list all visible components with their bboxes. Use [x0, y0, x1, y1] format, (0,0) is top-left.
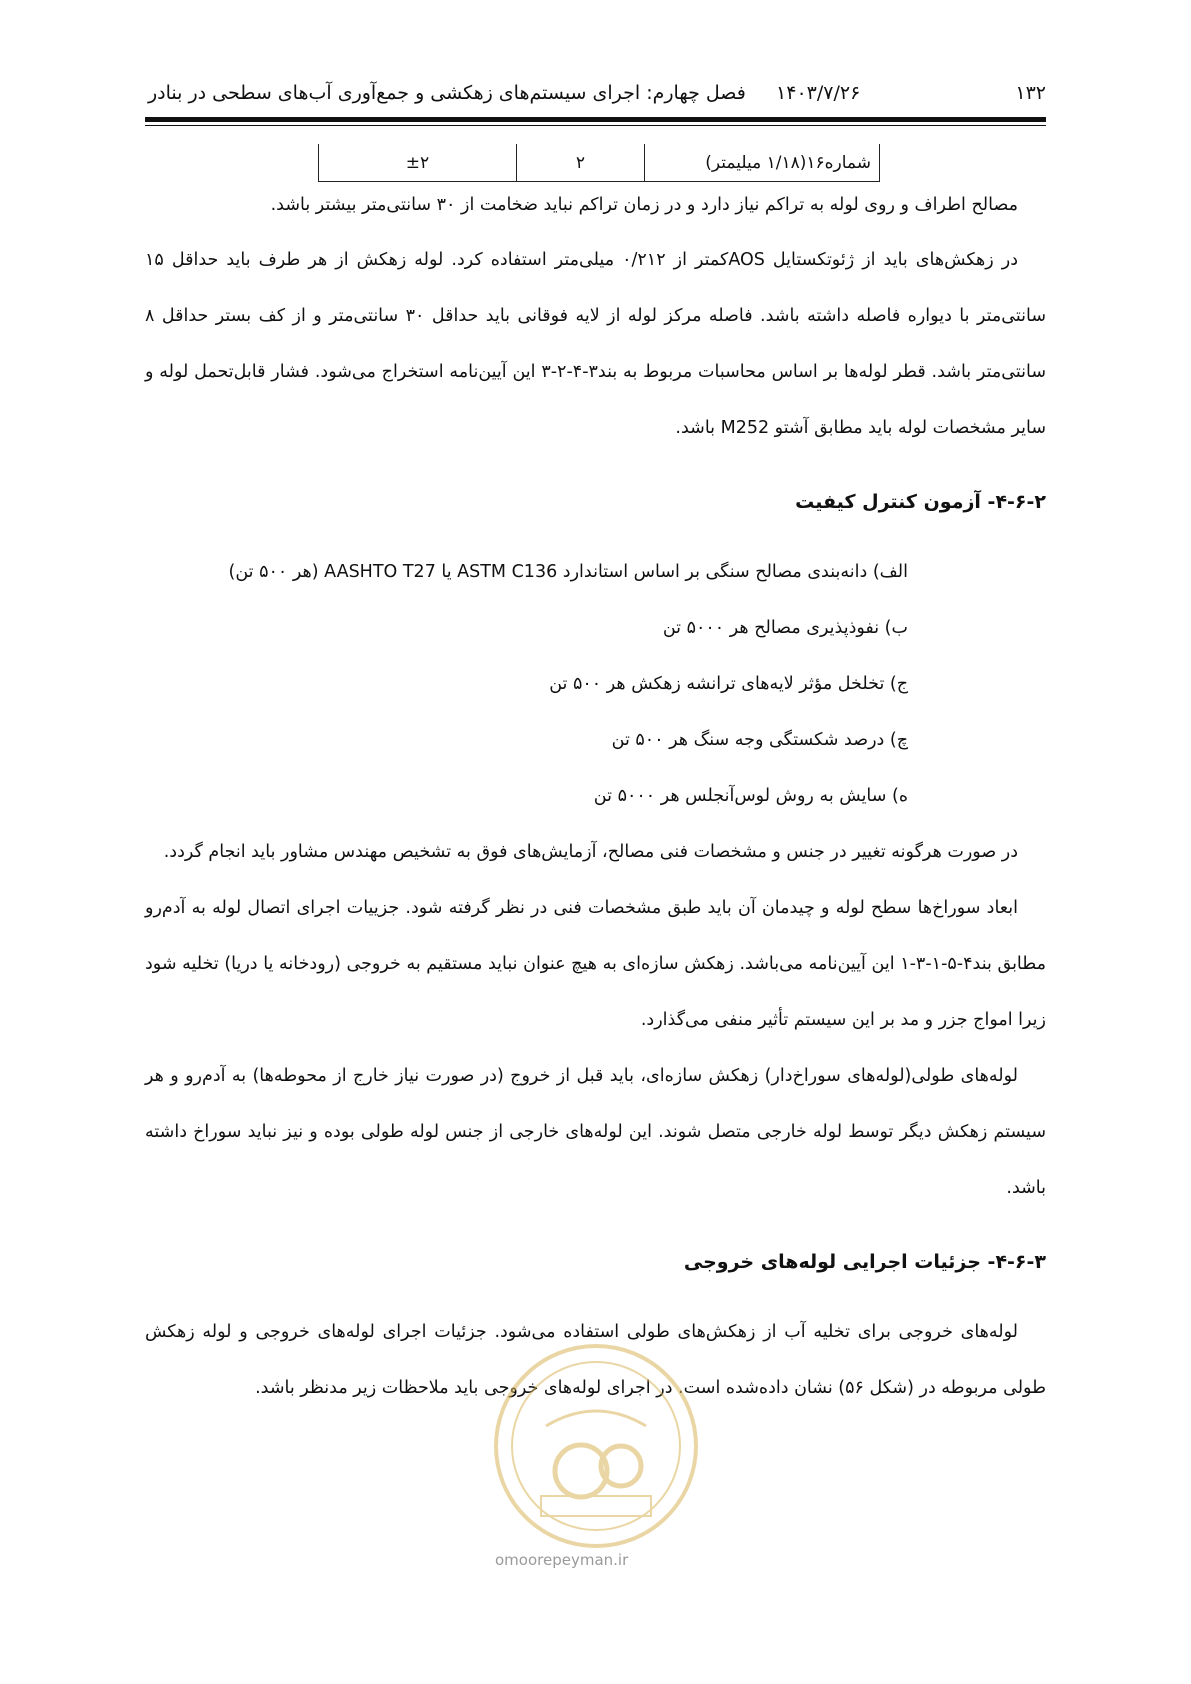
section-heading: ۴-۶-۲- آزمون کنترل کیفیت: [795, 491, 1046, 513]
section-heading: ۴-۶-۳- جزئیات اجرایی لوله‌های خروجی: [683, 1251, 1046, 1273]
list-item: الف) دانه‌بندی مصالح سنگی بر اساس استاندارد ASTM C136 یا AASHTO T27 (هر ۵۰۰ تن): [228, 562, 908, 582]
watermark-url: omoorepeyman.ir: [495, 1551, 629, 1569]
watermark-logo: [486, 1336, 706, 1556]
paragraph: لوله‌های طولی(لوله‌های سوراخ‌دار) زهکش سازه‌ای، باید قبل از خروج (در صورت نیاز خارج از محوطه‌ها) به آدم‌رو و هر سیستم زهکش دیگر توسط لوله خارجی متصل شوند. این لوله‌های خارجی از جنس لوله طولی بوده و نیز نباید سوراخ داشته باشد.: [145, 1066, 1046, 1198]
list-item: ه) سایش به روش لوس‌آنجلس هر ۵۰۰۰ تن: [593, 786, 908, 806]
table-row: [319, 144, 880, 182]
header-rule-thick: [145, 117, 1046, 122]
header-rule-thin: [145, 125, 1046, 126]
list-item: ب) نفوذپذیری مصالح هر ۵۰۰۰ تن: [662, 618, 908, 638]
table-cell: ۲: [516, 144, 644, 182]
page-content: [145, 186, 1046, 1416]
paragraph: مصالح اطراف و روی لوله به تراکم نیاز دارد و در زمان تراکم نباید ضخامت از ۳۰ سانتی‌متر بیشتر باشد.: [270, 195, 1018, 215]
running-title: [148, 82, 860, 104]
page-header: [148, 76, 1046, 116]
paragraph: در زهکش‌های باید از ژئوتکستایل AOSکمتر از ۰/۲۱۲ میلی‌متر استفاده کرد. لوله زهکش از هر طرف باید حداقل ۱۵ سانتی‌متر با دیواره فاصله داشته باشد. فاصله مرکز لوله از لایه فوقانی باید حداقل ۳۰ سانتی‌متر و از کف بستر حداقل ۸ سانتی‌متر باشد. قطر لوله‌ها بر اساس محاسبات مربوط به بند۳-۴-۲-۳ این آیین‌نامه استخراج می‌شود. فشار قابل‌تحمل لوله و سایر مشخصات لوله باید مطابق آشتو M252 باشد.: [145, 250, 1046, 438]
page-number: ۱۳۲: [1015, 82, 1046, 104]
list-item: چ) درصد شکستگی وجه سنگ هر ۵۰۰ تن: [611, 730, 908, 750]
table-cell: ±۲: [319, 144, 517, 182]
paragraph: ابعاد سوراخ‌ها سطح لوله و چیدمان آن باید طبق مشخصات فنی در نظر گرفته شود. جزییات اجرای اتصال لوله به آدم‌رو مطابق بند۴-۵-۱-۳-۱ این آیین‌نامه می‌باشد. زهکش سازه‌ای به هیچ عنوان نباید مستقیم به خروجی (رودخانه یا دریا) تخلیه شود زیرا امواج جزر و مد بر این سیستم تأثیر منفی می‌گذارد.: [145, 898, 1046, 1030]
chapter-title: فصل چهارم: اجرای سیستم‌های زهکشی و جمع‌آوری آب‌های سطحی در بنادر: [148, 82, 746, 104]
list-item: ج) تخلخل مؤثر لایه‌های ترانشه زهکش هر ۵۰۰ تن: [549, 674, 908, 694]
table-cell: شماره۱۶(۱/۱۸ میلیمتر): [645, 144, 880, 182]
paragraph: لوله‌های خروجی برای تخلیه آب از زهکش‌های طولی استفاده می‌شود. جزئیات اجرای لوله‌های خروجی و لوله زهکش طولی مربوطه در (شکل ۵۶) نشان داده‌شده است. در اجرای لوله‌های خروجی باید ملاحظات زیر مدنظر باشد.: [145, 1322, 1046, 1398]
header-date: ۱۴۰۳/۷/۲۶: [776, 82, 861, 104]
paragraph: در صورت هرگونه تغییر در جنس و مشخصات فنی مصالح، آزمایش‌های فوق به تشخیص مهندس مشاور باید انجام گردد.: [163, 842, 1018, 862]
spec-table: [318, 144, 880, 182]
